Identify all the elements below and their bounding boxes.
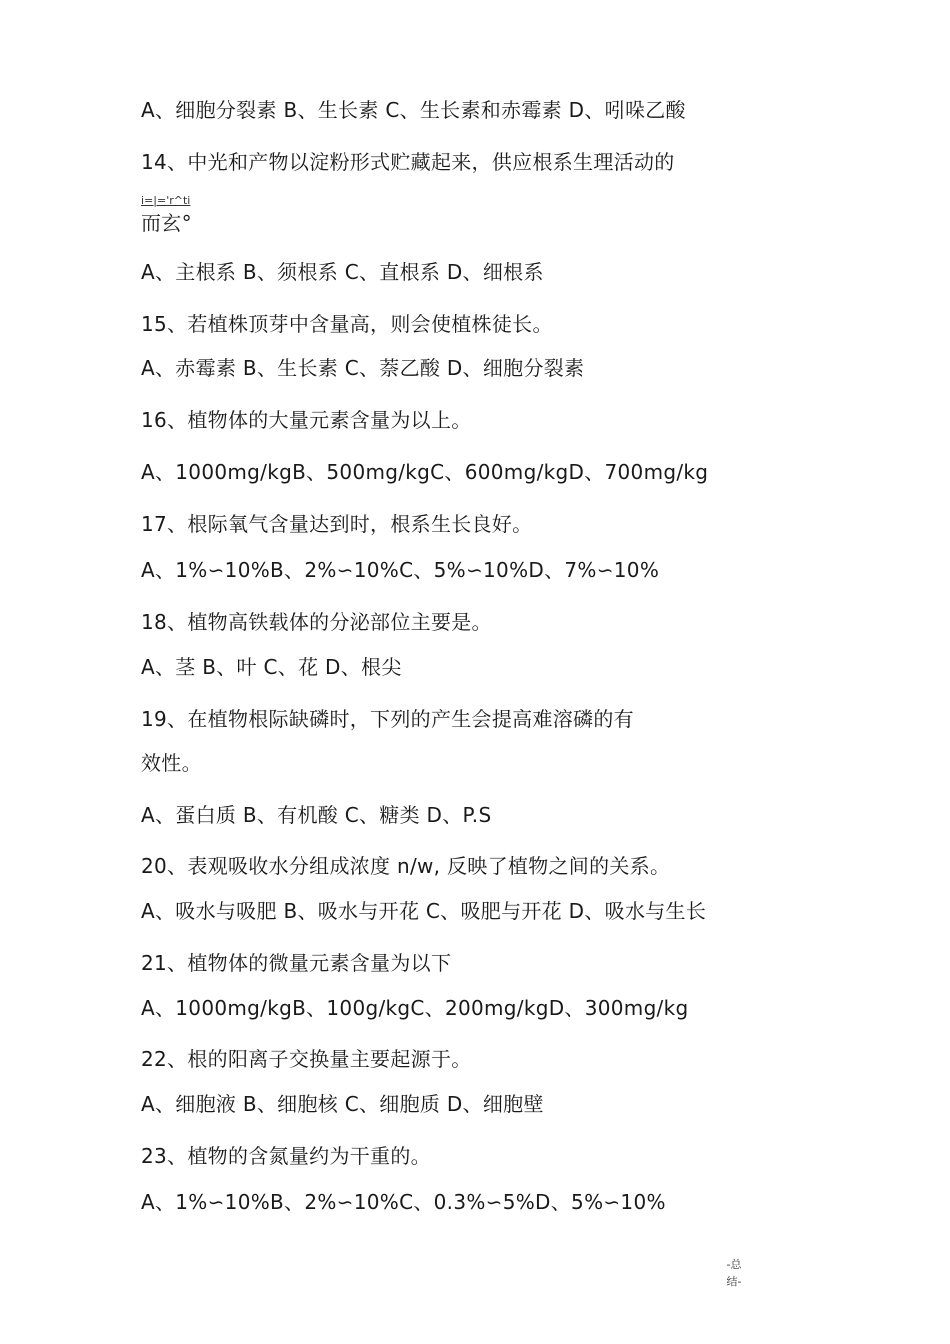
answer-options-22: A、细胞液 B、细胞核 C、细胞质 D、细胞壁 (141, 1092, 544, 1116)
question-18: 18、植物高铁载体的分泌部位主要是。 (141, 610, 492, 634)
answer-options-16: A、1000mg/kgB、500mg/kgC、600mg/kgD、700mg/kg (141, 460, 709, 484)
question-20: 20、表观吸收水分组成浓度 n/w, 反映了植物之间的关系。 (141, 854, 671, 878)
answer-options-19: A、蛋白质 B、有机酸 C、糖类 D、P.S (141, 803, 492, 827)
answer-options-17: A、1%∽10%B、2%∽10%C、5%∽10%D、7%∽10% (141, 558, 660, 582)
question-22: 22、根的阳离子交换量主要起源于。 (141, 1047, 472, 1071)
answer-options-21: A、1000mg/kgB、100g/kgC、200mg/kgD、300mg/kg (141, 996, 689, 1020)
question-15: 15、若植株顶芽中含量高，则会使植株徒长。 (141, 312, 553, 336)
answer-options-18: A、茎 B、叶 C、花 D、根尖 (141, 655, 402, 679)
question-16: 16、植物体的大量元素含量为以上。 (141, 408, 472, 432)
footer-line-2: 结- (726, 1275, 742, 1288)
ocr-artifact: i=|='r^ti (141, 194, 191, 207)
question-17: 17、根际氧气含量达到时，根系生长良好。 (141, 512, 533, 536)
answer-options-15: A、赤霉素 B、生长素 C、萘乙酸 D、细胞分裂素 (141, 356, 585, 380)
question-21: 21、植物体的微量元素含量为以下 (141, 951, 452, 975)
question-19-continuation: 效性。 (141, 751, 202, 775)
answer-options-23: A、1%∽10%B、2%∽10%C、0.3%∽5%D、5%∽10% (141, 1190, 666, 1214)
answer-options-14: A、主根系 B、须根系 C、直根系 D、细根系 (141, 260, 544, 284)
answer-options-20: A、吸水与吸肥 B、吸水与开花 C、吸肥与开花 D、吸水与生长 (141, 899, 707, 923)
answer-options-13: A、细胞分裂素 B、生长素 C、生长素和赤霉素 D、吲哚乙酸 (141, 98, 686, 122)
question-14: 14、中光和产物以淀粉形式贮藏起来，供应根系生理活动的 (141, 150, 675, 174)
question-14-continuation: 而玄° (141, 211, 192, 235)
question-19: 19、在植物根际缺磷时，下列的产生会提高难溶磷的有 (141, 707, 634, 731)
footer-line-1: -总 (726, 1258, 742, 1271)
question-23: 23、植物的含氮量约为干重的。 (141, 1144, 431, 1168)
